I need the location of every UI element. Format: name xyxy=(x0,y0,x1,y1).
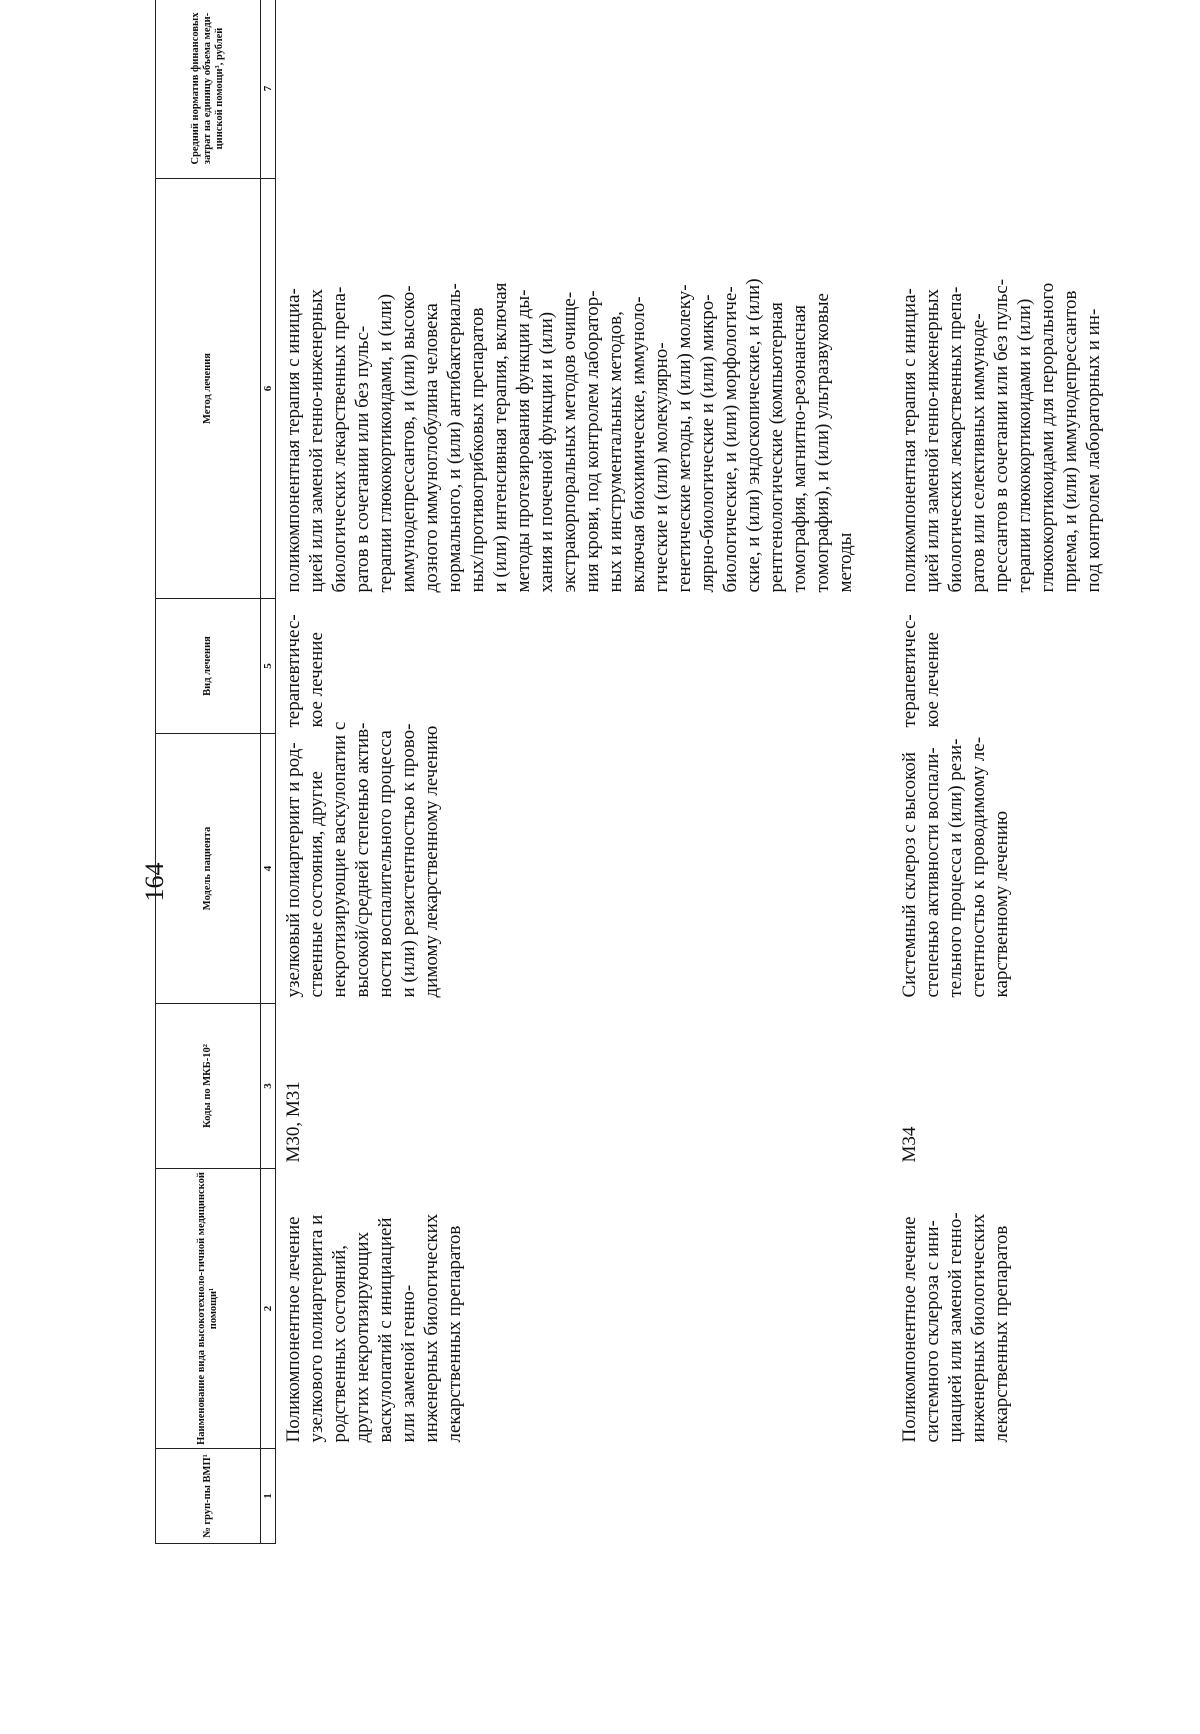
patient-model-cell: узелковый полиартериит и род- ственные состояния, другие некротизирующие васкулопатии с высокой/средней степенью актив- ности воспалительного процесса и (или) резистентностью к прово- димому лекарственному лечению xyxy=(283,721,442,998)
column-number: 3 xyxy=(261,1004,276,1169)
group-number-cell xyxy=(276,1449,893,1544)
page-number: 164 xyxy=(140,862,169,902)
header-group-number: № груп-пы ВМП¹ xyxy=(156,1449,261,1544)
column-number: 2 xyxy=(261,1169,276,1449)
vmp-table xyxy=(155,0,1200,1544)
group-number-cell xyxy=(892,1449,1200,1544)
table-row xyxy=(892,0,1200,1544)
vmp-name-cell: Поликомпонентное лечение системного склероза с ини- циацией или заменой генно- инженерных биологических лекарственных препаратов xyxy=(899,1212,1012,1443)
header-treatment-method: Метод лечения xyxy=(156,179,261,599)
vmp-name-cell: Поликомпонентное лечение узелкового полиартериита и родственных состояний, других некротизирующих васкулопатий с инициацией или заменой генно- инженерных биологических лекарственных препаратов xyxy=(283,1213,465,1443)
table-row xyxy=(276,0,893,1544)
treatment-type-cell: терапевтичес- кое лечение xyxy=(899,614,943,728)
column-number: 6 xyxy=(261,179,276,599)
treatment-type-cell: терапевтичес- кое лечение xyxy=(283,614,327,728)
average-cost-cell xyxy=(892,0,1200,179)
column-number-row xyxy=(261,0,276,1544)
icd-codes-cell: M34 xyxy=(899,1126,920,1163)
column-number: 7 xyxy=(261,0,276,179)
header-icd-codes: Коды по МКБ-10² xyxy=(156,1004,261,1169)
treatment-method-cell: поликомпонентная терапия с инициа- цией или заменой генно-инженерных биологических лекарственных препа- ратов или селективных иммуноде- прессантов в сочетании или без пульс- терапии глюкокортикоидами и (или) глюкокортикоидами для перорального приема, и (или) иммунодепрессантов под контролем лабораторных и ин- xyxy=(899,278,1104,593)
patient-model-cell: Системный склероз с высокой степенью активности воспали- тельного процесса и (или) рези- стентностью к проводимому ле- карственному лечению xyxy=(899,736,1012,998)
icd-codes-cell: M30, M31 xyxy=(283,1081,304,1163)
column-number: 1 xyxy=(261,1449,276,1544)
header-row xyxy=(156,0,261,1544)
column-number: 4 xyxy=(261,734,276,1004)
column-number: 5 xyxy=(261,599,276,734)
treatment-method-cell: поликомпонентная терапия с инициа- цией или заменой генно-инженерных биологических лекарственных препа- ратов в сочетании или без пульс- терапии глюкокортикоидами, и (или) иммунодепрессантов, и (или) высоко- дозного иммуноглобулина человека нормального, и (или) антибактериаль- ных/противогрибковых препаратов и (или) интенсивная терапия, включая методы протезирования функции ды- хания и почечной функции и (или) экстракорпоральных методов очище- ния крови, под контролем лаборатор- ных и инструментальных методов, включая биохимические, иммуноло- гические и (или) молекулярно- генетические методы, и (или) молеку- лярно-биологические и (или) микро- биологические, и (или) морфологиче- ские, и (или) эндоскопические, и (или) рентгенологические (компьютерная томография, магнитно-резонансная томография), и (или) ультразвуковые методы xyxy=(283,278,856,593)
header-average-cost: Средний норматив финансовых затрат на единицу объема меди-цинской помощи³, рублей xyxy=(156,0,261,179)
header-patient-model: Модель пациента xyxy=(156,734,261,1004)
header-treatment-type: Вид лечения xyxy=(156,599,261,734)
header-vmp-name: Наименование вида высокотехноло-гичной медицинской помощи¹ xyxy=(156,1169,261,1449)
average-cost-cell xyxy=(276,0,893,179)
